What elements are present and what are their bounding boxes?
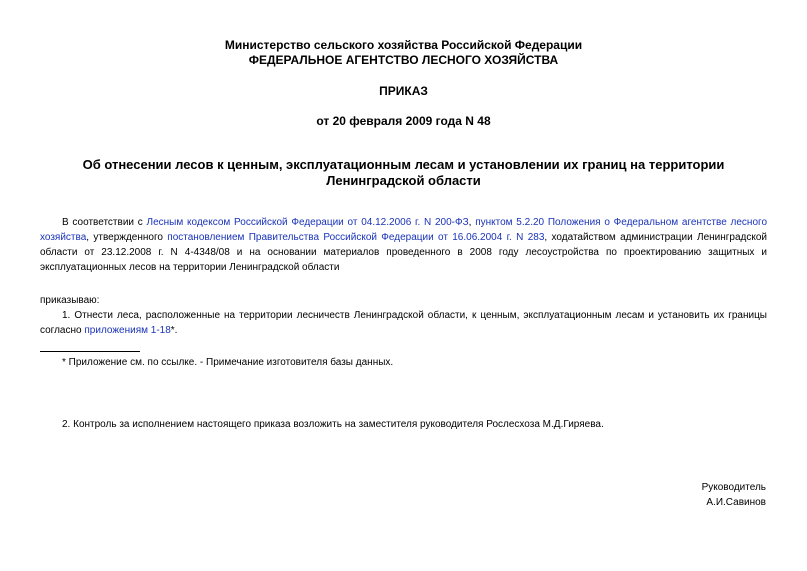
link-appendices[interactable]: приложениям 1-18 [84,325,171,336]
footnote: * Приложение см. по ссылке. - Примечание изготовителя базы данных. [62,357,394,368]
preamble-text-2: , [468,217,476,228]
document-title [0,157,807,189]
document-date-number: от 20 февраля 2009 года N 48 [316,114,491,128]
preamble-text-4: , ходатайством администрации Ленинградской области от 23.12.2008 г. N 4-4348/08 и на основании материалов проведенного в 2008 году лесоустройства по проектированию защитных и эксплуатационных лесов на территории Ленинградской области [40,232,767,273]
preamble-text-1: В соответствии с [62,217,147,228]
paragraph-item-2: 2. Контроль за исполнением настоящего приказа возложить на заместителя руководителя Рослесхоза М.Д.Гиряева. [62,419,604,430]
footnote-divider [40,351,140,352]
ministry-name: Министерство сельского хозяйства Российской Федерации [224,38,583,52]
signature-position: Руководитель [701,482,766,493]
preamble-text-3: , утвержденного [86,232,168,243]
link-forest-code[interactable]: Лесным кодексом Российской Федерации от 04.12.2006 г. N 200-ФЗ [146,217,469,228]
item1-text: 1. Отнести леса, расположенные на территории лесничеств Ленинградской области, к ценным, эксплуатационным лесам и установить их границы согласно [40,310,767,336]
paragraph-item-1 [40,308,767,338]
agency-name: ФЕДЕРАЛЬНОЕ АГЕНТСТВО ЛЕСНОГО ХОЗЯЙСТВА [248,53,559,67]
item1-text-end: *. [170,325,178,336]
signature-name: А.И.Савинов [706,497,766,508]
document-title-line2: Ленинградской области [326,173,481,188]
document-title-line1: Об отнесении лесов к ценным, эксплуатационным лесам и установлении их границ на территории [82,157,725,172]
document-type: ПРИКАЗ [379,84,428,98]
order-word: приказываю: [40,295,100,306]
link-agency-regulation[interactable]: пунктом 5.2.20 Положения о Федеральном агентстве лесного хозяйства [40,217,768,243]
paragraph-preamble [40,215,767,275]
link-government-resolution[interactable]: постановлением Правительства Российской Федерации от 16.06.2004 г. N 283 [167,232,545,243]
